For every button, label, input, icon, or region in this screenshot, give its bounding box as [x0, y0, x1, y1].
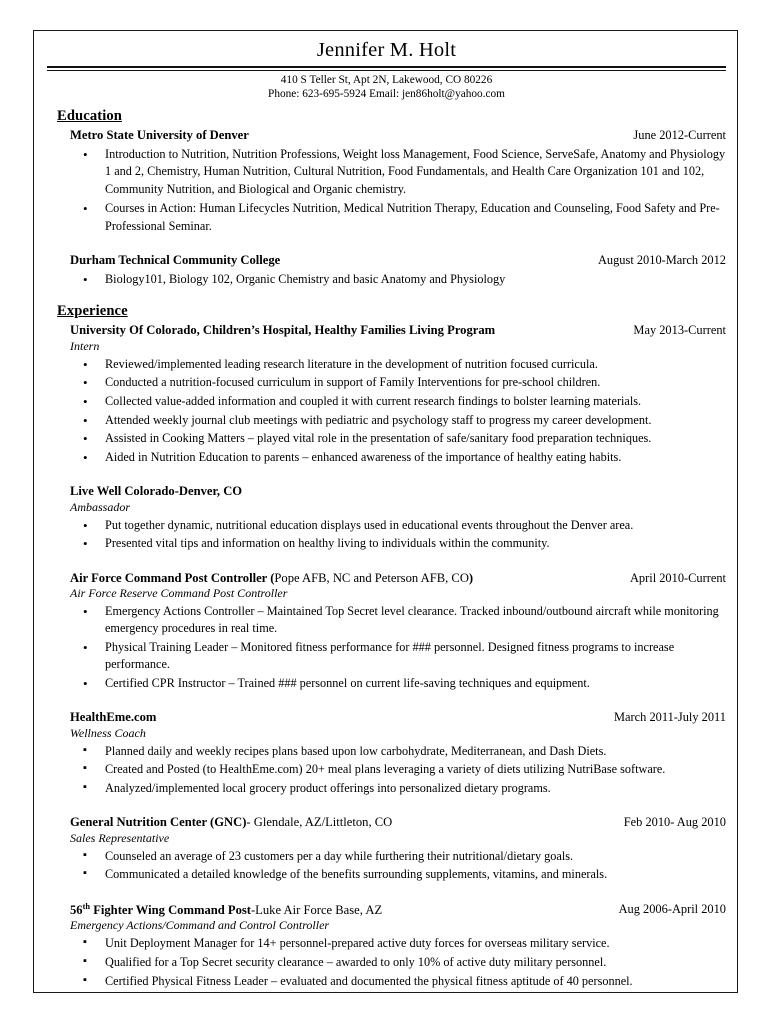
bullet-item: • Conducted a nutrition-focused curriculum in support of Family Interventions for pre-school children.	[70, 374, 726, 391]
entry-bullet-list	[70, 603, 726, 692]
bullet-item: • Put together dynamic, nutritional education displays used in educational events throughout the Denver area.	[70, 517, 726, 534]
entry-date-range: April 2010-Current	[629, 570, 726, 585]
entry-header	[70, 814, 726, 831]
resume-entry	[70, 322, 726, 466]
candidate-name: Jennifer M. Holt	[316, 39, 457, 61]
entry-org-name: Fighter Wing Command Post	[90, 902, 251, 917]
entry-org-location: Pope AFB, NC and Peterson AFB, CO	[274, 570, 469, 585]
entry-org-name: University Of Colorado, Children’s Hospital, Healthy Families Living Program	[70, 323, 496, 338]
entry-bullet-list	[70, 356, 726, 466]
entry-org-tail: )	[468, 570, 474, 585]
bullet-item: • Collected value-added information and coupled it with current research findings to bolster learning materials.	[70, 393, 726, 410]
entry-bullet-list	[70, 848, 726, 884]
entry-date-range: Feb 2010- Aug 2010	[623, 815, 726, 830]
bullet-item: • Courses in Action: Human Lifecycles Nutrition, Medical Nutrition Therapy, Education and Counseling, Food Safety and Pre-Professional Seminar.	[70, 200, 726, 235]
resume-entry	[70, 483, 726, 552]
entry-role-title: Sales Representative	[70, 830, 170, 845]
resume-entry	[70, 709, 726, 797]
resume-entry	[70, 570, 726, 692]
resume-page	[33, 30, 738, 993]
entry-bullet-list	[70, 517, 726, 553]
entry-role-title: Air Force Reserve Command Post Controller	[70, 586, 288, 601]
entry-org-name: Durham Technical Community College	[70, 253, 281, 268]
bullet-item: ▪ Unit Deployment Manager for 14+ personnel-prepared active duty forces for overseas military service.	[70, 935, 726, 952]
entry-organization	[70, 571, 274, 585]
entry-organization	[70, 815, 246, 829]
entry-bullet-list	[70, 271, 726, 288]
entry-date-range: August 2010-March 2012	[597, 253, 726, 268]
entry-role-title: Ambassador	[70, 499, 131, 514]
entry-date-range: March 2011-July 2011	[614, 709, 726, 724]
entry-org-name: HealthEme.com	[70, 709, 157, 724]
entry-header	[70, 127, 726, 144]
entry-org-name: General Nutrition Center (GNC)	[70, 815, 247, 830]
bullet-item: ▪ Counseled an average of 23 customers per a day while furthering their nutritional/dietary goals.	[70, 848, 726, 865]
entry-org-location: -Luke Air Force Base, AZ	[250, 902, 383, 917]
bullet-item: • Aided in Nutrition Education to parents – enhanced awareness of the importance of healthy eating habits.	[70, 449, 726, 466]
section-heading-education: Education	[57, 108, 122, 125]
entry-role-title: Emergency Actions/Command and Control Controller	[70, 918, 330, 933]
entry-org-name: Live Well Colorado-Denver, CO	[70, 484, 243, 499]
entry-bullet-list	[70, 743, 726, 797]
bullet-item: ▪ Planned daily and weekly recipes plans based upon low carbohydrate, Mediterranean, and Dash Diets.	[70, 743, 726, 760]
entry-org-name: Metro State University of Denver	[70, 128, 249, 143]
entry-header	[70, 252, 726, 269]
entry-date-range: Aug 2006-April 2010	[618, 901, 726, 916]
resume-entry	[70, 901, 726, 990]
entry-role-title: Intern	[70, 338, 100, 353]
entry-organization	[70, 253, 280, 267]
resume-entry	[70, 814, 726, 883]
resume-content	[47, 39, 726, 990]
entry-org-prefix: 56	[70, 902, 83, 917]
entry-organization	[70, 323, 495, 337]
entry-header	[70, 483, 726, 500]
entry-header	[70, 570, 726, 587]
resume-entry	[70, 252, 726, 288]
entry-org-location: - Glendale, AZ/Littleton, CO	[246, 815, 393, 830]
entry-bullet-list	[70, 146, 726, 235]
entry-bullet-list	[70, 935, 726, 989]
bullet-item: • Physical Training Leader – Monitored fitness performance for ### personnel. Designed fitness programs to increase performance.	[70, 639, 726, 673]
bullet-item: • Assisted in Cooking Matters – played vital role in the presentation of safe/sanitary food preparation techniques.	[70, 430, 726, 447]
entry-role-title: Wellness Coach	[70, 725, 146, 740]
bullet-item: • Certified CPR Instructor – Trained ### personnel on current life-saving techniques and equipment.	[70, 675, 726, 692]
section-heading-experience: Experience	[57, 303, 128, 320]
resume-entry	[70, 127, 726, 235]
bullet-item: • Introduction to Nutrition, Nutrition Professions, Weight loss Management, Food Science, ServeSafe, Anatomy and Physiology 1 and 2, Chemistry, Human Nutrition, Cultural Nutrition, Food Fundamentals, and Health Care Organization 101 and 102, Community Nutrition, and Biological and Organic chemistry.	[70, 146, 726, 198]
candidate-address: 410 S Teller St, Apt 2N, Lakewood, CO 80226	[280, 73, 493, 86]
entry-organization	[70, 128, 249, 142]
entry-organization	[70, 484, 242, 498]
entry-header	[70, 709, 726, 726]
header-divider	[47, 66, 726, 71]
resume-sections	[47, 108, 726, 989]
bullet-item: • Presented vital tips and information on healthy living to individuals within the community.	[70, 535, 726, 552]
entry-organization	[70, 710, 156, 724]
bullet-item: • Biology101, Biology 102, Organic Chemistry and basic Anatomy and Physiology	[70, 271, 726, 288]
bullet-item: ▪ Communicated a detailed knowledge of the benefits surrounding supplements, vitamins, and minerals.	[70, 866, 726, 883]
entry-date-range: June 2012-Current	[633, 128, 726, 143]
bullet-item: ▪ Qualified for a Top Secret security clearance – awarded to only 10% of active duty military personnel.	[70, 954, 726, 971]
entry-header	[70, 322, 726, 339]
entry-org-name: Air Force Command Post Controller (	[70, 570, 275, 585]
entry-organization	[70, 903, 251, 917]
entry-org-ordinal-suffix: th	[82, 901, 91, 911]
bullet-item: ▪ Analyzed/implemented local grocery product offerings into personalized dietary programs.	[70, 780, 726, 797]
bullet-item: • Emergency Actions Controller – Maintained Top Secret level clearance. Tracked inbound/outbound aircraft while monitoring emergency procedures in real time.	[70, 603, 726, 637]
bullet-item: • Reviewed/implemented leading research literature in the development of nutrition focused curricula.	[70, 356, 726, 373]
bullet-item: ▪ Certified Physical Fitness Leader – evaluated and documented the physical fitness aptitude of 40 personnel.	[70, 973, 726, 990]
bullet-item: • Attended weekly journal club meetings with pediatric and psychology staff to progress my career development.	[70, 412, 726, 429]
entry-header	[70, 901, 726, 919]
entry-date-range: May 2013-Current	[633, 323, 726, 338]
candidate-contact: Phone: 623-695-5924 Email: jen86holt@yahoo.com	[268, 88, 505, 101]
bullet-item: ▪ Created and Posted (to HealthEme.com) 20+ meal plans leveraging a variety of diets utilizing NutriBase software.	[70, 761, 726, 778]
